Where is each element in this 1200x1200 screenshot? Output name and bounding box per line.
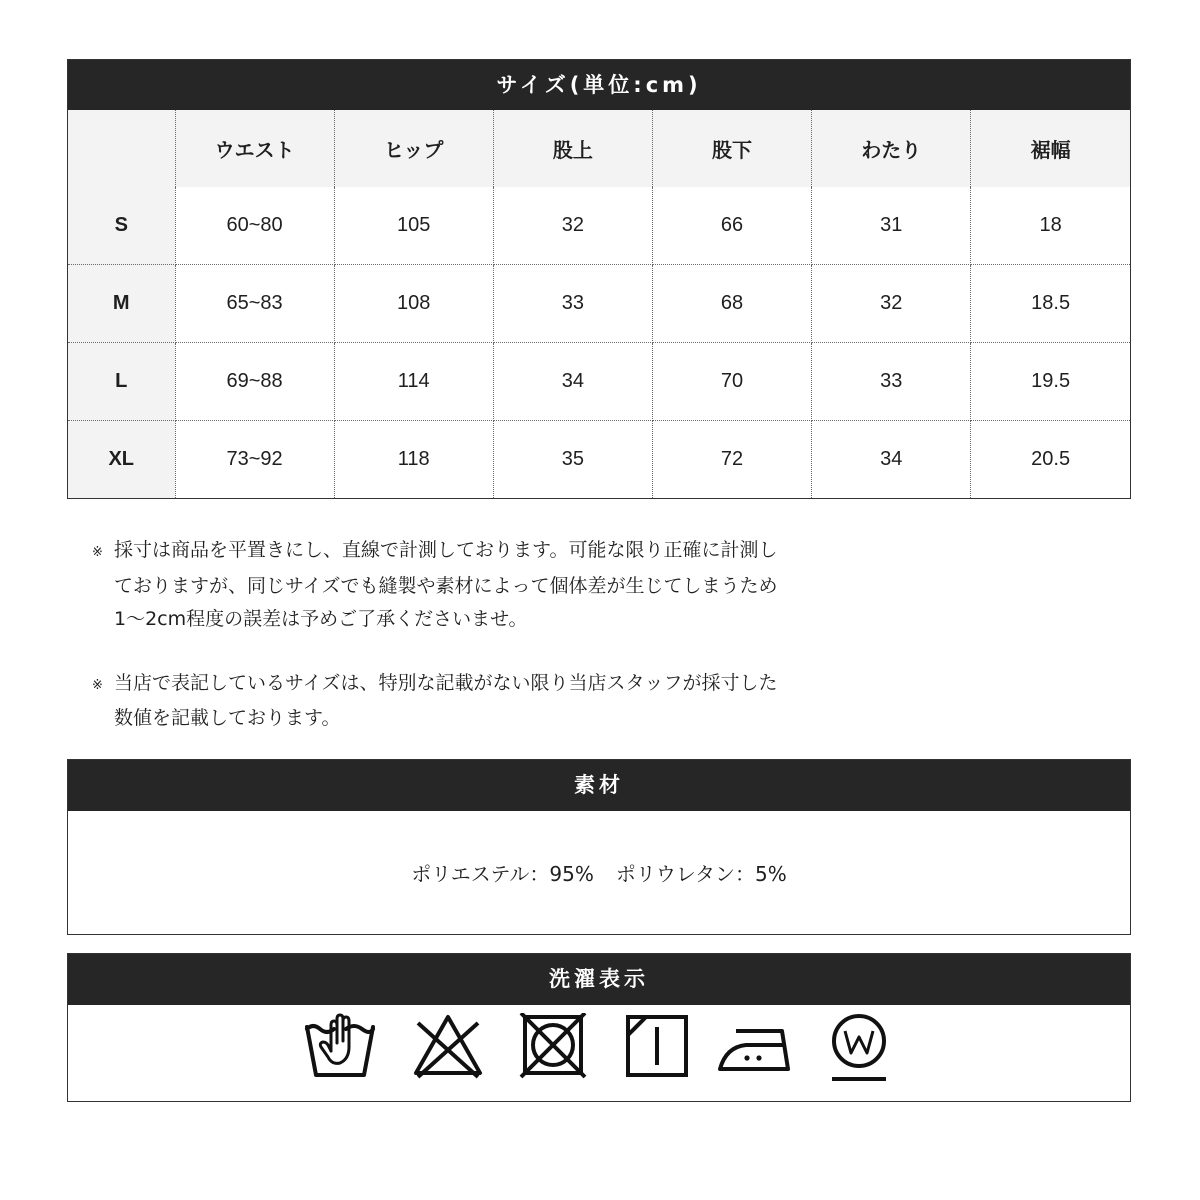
column-header-thigh: わたり [812,110,971,187]
measurement-notes [92,534,1092,736]
table-cell: 114 [334,343,493,421]
table-cell: 35 [493,421,652,499]
table-cell: 31 [812,187,971,265]
line-dry-shade-icon [624,1013,690,1079]
table-cell: 32 [493,187,652,265]
size-label: L [68,343,175,421]
column-header-empty [68,110,175,187]
table-cell: 72 [652,421,811,499]
table-row [68,421,1130,499]
material-item: ポリエステル：95% [411,862,594,886]
size-label: S [68,187,175,265]
size-table-header-row [68,110,1130,187]
care-icons [68,1005,1130,1101]
wet-cleaning-icon [826,1013,892,1083]
table-cell: 34 [812,421,971,499]
table-row [68,343,1130,421]
table-cell: 19.5 [971,343,1130,421]
table-cell: 20.5 [971,421,1130,499]
note-mark: ※ [92,677,103,693]
table-cell: 73~92 [175,421,334,499]
table-cell: 108 [334,265,493,343]
note-measurement [92,534,1092,637]
table-cell: 34 [493,343,652,421]
table-cell: 105 [334,187,493,265]
size-table-section [67,59,1131,499]
size-label: M [68,265,175,343]
table-cell: 33 [493,265,652,343]
table-cell: 65~83 [175,265,334,343]
note-text: 1〜2cm程度の誤差は予めご了承くださいませ。 [114,608,528,630]
no-bleach-icon [412,1013,484,1079]
column-header-rise: 股上 [493,110,652,187]
column-header-hip: ヒップ [334,110,493,187]
column-header-hem-width: 裾幅 [971,110,1130,187]
table-cell: 118 [334,421,493,499]
note-text: ておりますが、同じサイズでも縫製や素材によって個体差が生じてしまうため [114,574,778,597]
table-cell: 69~88 [175,343,334,421]
material-title: 素材 [68,760,1130,811]
size-label: XL [68,421,175,499]
table-cell: 32 [812,265,971,343]
table-row [68,265,1130,343]
hand-wash-icon [304,1013,376,1079]
table-cell: 18 [971,187,1130,265]
table-cell: 33 [812,343,971,421]
table-cell: 18.5 [971,265,1130,343]
material-item: ポリウレタン：5% [615,862,787,886]
washing-section [67,953,1131,1102]
note-text: 採寸は商品を平置きにし、直線で計測しております。可能な限り正確に計測し [114,539,778,561]
table-cell: 60~80 [175,187,334,265]
note-size-source [92,667,1092,736]
size-table-title: サイズ(単位:cm) [68,60,1130,110]
column-header-waist: ウエスト [175,110,334,187]
table-cell: 70 [652,343,811,421]
size-table [68,110,1130,498]
column-header-inseam: 股下 [652,110,811,187]
table-row [68,187,1130,265]
note-text: 当店で表記しているサイズは、特別な記載がない限り当店スタッフが採寸した [114,671,778,694]
material-section [67,759,1131,935]
material-composition [68,811,1130,934]
note-text: 数値を記載しております。 [114,707,341,729]
iron-low-icon [716,1013,794,1079]
note-mark: ※ [92,545,103,560]
no-tumble-dry-icon [519,1013,587,1079]
washing-title: 洗濯表示 [68,954,1130,1005]
table-cell: 66 [652,187,811,265]
table-cell: 68 [652,265,811,343]
